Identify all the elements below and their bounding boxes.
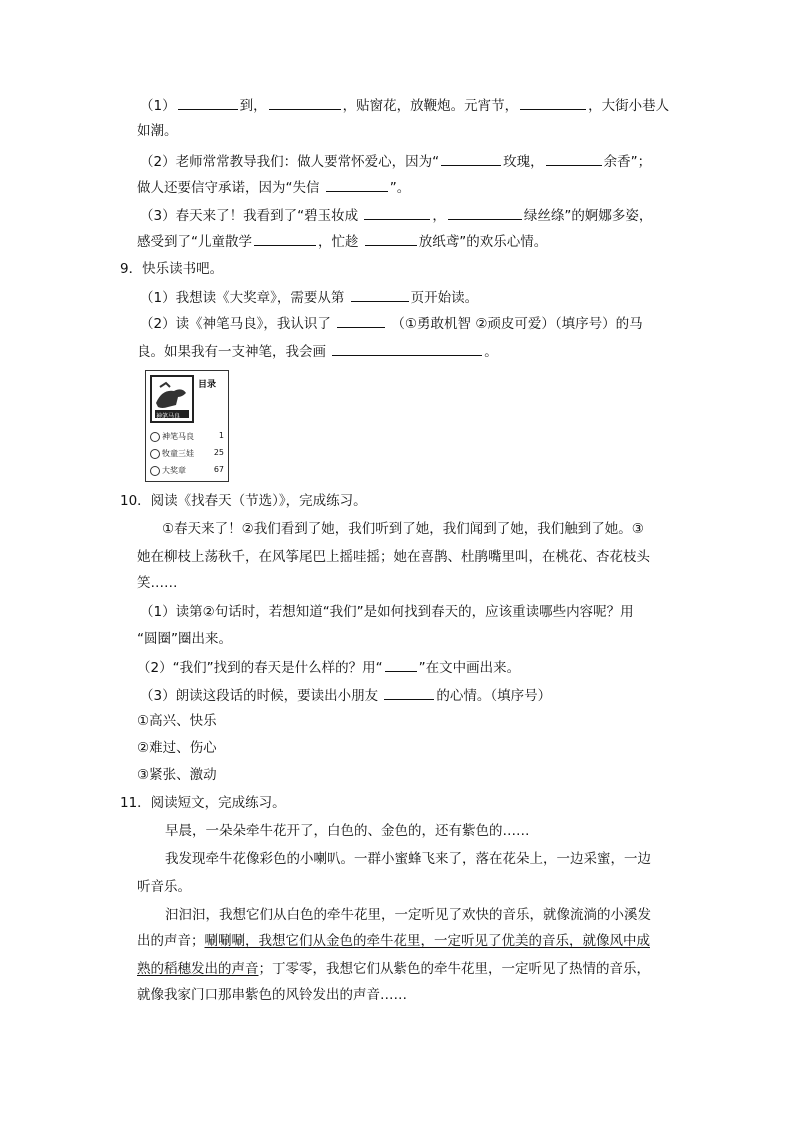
passage-text: 我发现牵牛花像彩色的小喇叭。一群小蜜蜂飞来了，落在花朵上，一边采蜜，一边 <box>165 851 651 867</box>
circle-icon <box>150 449 160 459</box>
answer-blank[interactable] <box>448 206 522 220</box>
passage-text: 汩汩汩，我想它们从白色的牵牛花里，一定听见了欢快的音乐，就像流淌的小溪发 <box>165 907 651 923</box>
contents-row <box>150 465 224 476</box>
answer-blank[interactable] <box>364 206 430 220</box>
q10-passage-line-3 <box>137 574 178 592</box>
q10-line-3 <box>137 658 520 677</box>
answer-blank[interactable] <box>178 96 238 110</box>
q9-line-3 <box>137 342 498 361</box>
passage-text: 笑…… <box>137 575 178 591</box>
chapter-name: 牧童三娃 <box>162 449 194 458</box>
circle-icon <box>150 432 160 442</box>
text: 余香”； <box>603 154 652 170</box>
q8-line-2 <box>137 122 178 140</box>
q10-option-2 <box>137 739 217 757</box>
text: ，贴窗花，放鞭炮。元宵节， <box>342 98 519 114</box>
text: ”。 <box>389 180 411 196</box>
text: ”在文中画出来。 <box>418 660 521 676</box>
q11-passage-line-2 <box>165 850 651 868</box>
text: 绿丝绦”的婀娜多姿， <box>523 208 653 224</box>
q11-passage-line-1 <box>165 822 530 840</box>
q11-passage-line-3 <box>137 878 191 896</box>
q10-passage-line-2 <box>137 548 650 566</box>
q8-line-1 <box>140 96 669 115</box>
text: 。 <box>484 344 498 360</box>
text: （①勇敢机智 ②顽皮可爱）（填序号）的马 <box>387 316 643 332</box>
option-text: ③紧张、激动 <box>137 767 217 783</box>
text: （2）“我们”找到的春天是什么样的？用“ <box>137 660 383 676</box>
book-contents-image <box>145 370 229 482</box>
q10-line-2 <box>137 630 232 648</box>
answer-blank[interactable] <box>365 232 417 246</box>
question-title: 10．阅读《找春天（节选）》，完成练习。 <box>120 493 367 509</box>
q10-title <box>120 492 367 510</box>
q10-line-4 <box>140 686 551 705</box>
answer-blank[interactable] <box>441 152 501 166</box>
text: （1）我想读《大奖章》，需要从第 <box>140 290 349 306</box>
q11-title <box>120 794 286 812</box>
text: 的心情。（填序号） <box>436 688 552 704</box>
q8-line-4 <box>137 178 410 197</box>
q9-line-1 <box>140 288 478 307</box>
q8-line-3 <box>140 152 651 171</box>
q11-passage-line-6 <box>137 960 650 978</box>
text: 页开始读。 <box>410 290 479 306</box>
answer-blank[interactable] <box>326 178 388 192</box>
passage-text: 早晨，一朵朵牵牛花开了，白色的、金色的，还有紫色的…… <box>165 823 530 839</box>
option-text: ①高兴、快乐 <box>137 713 217 729</box>
chapter-name: 大奖章 <box>162 466 186 475</box>
q10-option-3 <box>137 766 217 784</box>
answer-blank[interactable] <box>269 96 341 110</box>
circle-icon <box>150 466 160 476</box>
q10-option-1 <box>137 712 217 730</box>
answer-blank[interactable] <box>337 314 385 328</box>
text: ，忙趁 <box>318 234 363 250</box>
answer-blank[interactable] <box>385 658 417 672</box>
book-cover-illustration <box>150 375 194 423</box>
text: （3）春天来了！我看到了“碧玉妆成 <box>140 208 363 224</box>
q10-passage-line-1 <box>162 520 644 538</box>
chapter-name: 神笔马良 <box>162 432 194 441</box>
passage-text: ；丁零零，我想它们从紫色的牵牛花里，一定听见了热情的音乐， <box>258 961 650 977</box>
text: “圆圈”圈出来。 <box>137 631 232 647</box>
text: （2）老师常常教导我们：做人要常怀爱心，因为“ <box>140 154 440 170</box>
text: 良。如果我有一支神笔，我会画 <box>137 344 331 360</box>
q8-line-6 <box>137 232 547 251</box>
answer-blank[interactable] <box>332 342 482 356</box>
answer-blank[interactable] <box>254 232 316 246</box>
chapter-page: 25 <box>213 448 224 457</box>
option-text: ②难过、伤心 <box>137 740 217 756</box>
question-title: 9．快乐读书吧。 <box>120 261 224 277</box>
q9-line-2 <box>140 314 643 333</box>
answer-blank[interactable] <box>546 152 602 166</box>
text: （1）读第②句话时，若想知道“我们”是如何找到春天的，应该重读哪些内容呢？用 <box>140 604 634 620</box>
answer-blank[interactable] <box>384 686 434 700</box>
answer-blank[interactable] <box>351 288 409 302</box>
q11-passage-line-5 <box>137 932 650 950</box>
passage-text: 出的声音； <box>137 933 205 949</box>
text: 做人还要信守承诺，因为“失信 <box>137 180 324 196</box>
text: （1） <box>140 98 176 114</box>
underlined-sentence: 熟的稻穗发出的声音 <box>137 961 259 977</box>
chapter-page: 1 <box>218 431 224 440</box>
chapter-page: 67 <box>213 465 224 474</box>
text: （2）读《神笔马良》，我认识了 <box>140 316 336 332</box>
contents-row <box>150 431 224 442</box>
underlined-sentence: 唰唰唰，我想它们从金色的牵牛花里，一定听见了优美的音乐，就像风中成 <box>204 933 650 949</box>
text: 感受到了“儿童散学 <box>137 234 252 250</box>
text: （3）朗读这段话的时候，要读出小朋友 <box>140 688 383 704</box>
q9-title <box>120 260 223 278</box>
answer-blank[interactable] <box>520 96 586 110</box>
passage-text: 她在柳枝上荡秋千，在风筝尾巴上摇哇摇；她在喜鹊、杜鹃嘴里叫，在桃花、杏花枝头 <box>137 549 650 565</box>
passage-text: 听音乐。 <box>137 879 191 895</box>
q11-passage-line-4 <box>165 906 651 924</box>
contents-row <box>150 448 224 459</box>
text: 如潮。 <box>137 123 178 139</box>
text: ，大街小巷人 <box>588 98 670 114</box>
cover-label: 神笔马良 <box>156 413 181 420</box>
q11-passage-line-7 <box>137 986 407 1004</box>
passage-text: 就像我家门口那串紫色的风铃发出的声音…… <box>137 987 407 1003</box>
passage-text: ①春天来了！②我们看到了她，我们听到了她，我们闻到了她，我们触到了她。③ <box>162 521 644 537</box>
text: 到， <box>239 98 267 114</box>
q10-line-1 <box>140 603 634 621</box>
text: ， <box>432 208 446 224</box>
contents-title: 目录 <box>198 380 217 390</box>
text: 玫瑰， <box>503 154 544 170</box>
q8-line-5 <box>140 206 652 225</box>
question-title: 11．阅读短文，完成练习。 <box>120 795 286 811</box>
text: 放纸鸢”的欢乐心情。 <box>418 234 548 250</box>
